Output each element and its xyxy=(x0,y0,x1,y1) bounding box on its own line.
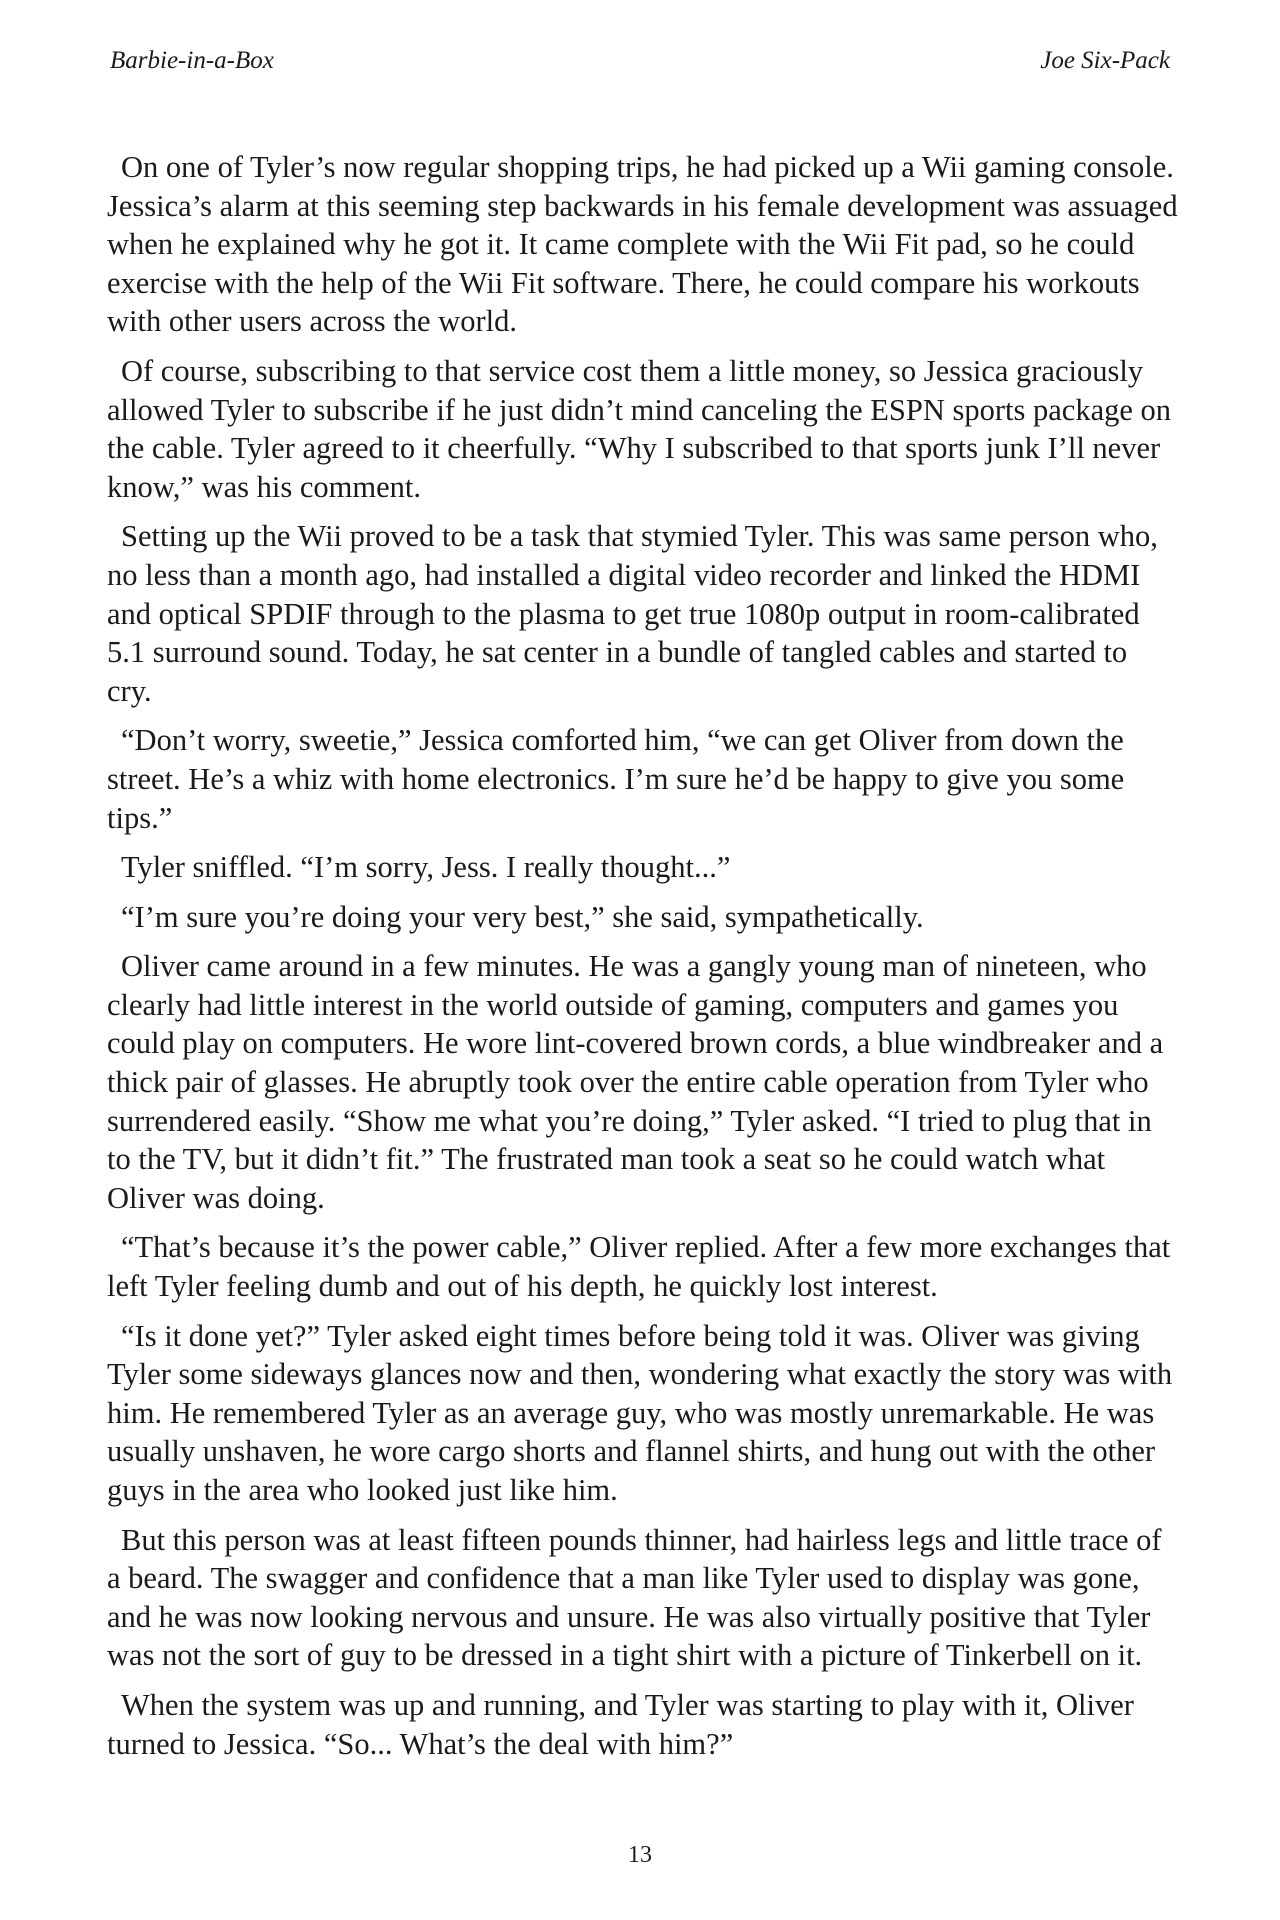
paragraph: When the system was up and running, and Tyler was starting to play with it, Oliver turned to Jessica. “So... What’s the deal with him?” xyxy=(107,1687,1134,1761)
page-number: 13 xyxy=(628,1842,652,1868)
paragraph: Tyler sniffled. “I’m sorry, Jess. I really thought...” xyxy=(121,850,731,885)
paragraph: Of course, subscribing to that service cost them a little money, so Jessica graciously allowed Tyler to subscribe if he just didn’t mind canceling the ESPN sports package on the cable. Tyler agreed to it cheerfully. “Why I subscribed to that sports junk I’ll never know,” was his comment. xyxy=(107,353,1172,504)
paragraph: “That’s because it’s the power cable,” Oliver replied. After a few more exchanges that left Tyler feeling dumb and out of his depth, he quickly lost interest. xyxy=(107,1230,1171,1304)
paragraph: On one of Tyler’s now regular shopping trips, he had picked up a Wii gaming console. Jessica’s alarm at this seeming step backwards in his female development was assuaged when he explained why he got it. It came complete with the Wii Fit pad, so he could exercise with the help of the Wii Fit software. There, he could compare his workouts with other users across the world. xyxy=(107,150,1178,339)
paragraph: “Is it done yet?” Tyler asked eight times before being told it was. Oliver was giving Tyler some sideways glances now and then, wondering what exactly the story was with him. He remembered Tyler as an average guy, who was mostly unremarkable. He was usually unshaven, he wore cargo shorts and flannel shirts, and hung out with the other guys in the area who looked just like him. xyxy=(107,1318,1173,1507)
paragraph: Oliver came around in a few minutes. He was a gangly young man of nineteen, who clearly had little interest in the world outside of gaming, computers and games you could play on computers. He wore lint-covered brown cords, a blue windbreaker and a thick pair of glasses. He abruptly took over the entire cable operation from Tyler who surrendered easily. “Show me what you’re doing,” Tyler asked. “I tried to plug that in to the TV, but it didn’t fit.” The frustrated man took a seat so he could watch what Oliver was doing. xyxy=(107,949,1164,1215)
paragraph: Setting up the Wii proved to be a task that stymied Tyler. This was same person who, no less than a month ago, had installed a digital video recorder and linked the HDMI and optical SPDIF through to the plasma to get true 1080p output in room-calibrated 5.1 surround sound. Today, he sat center in a bundle of tangled cables and started to cry. xyxy=(107,519,1158,708)
book-title: Barbie-in-a-Box xyxy=(110,47,274,74)
running-header xyxy=(110,46,1170,76)
paragraph: But this person was at least fifteen pounds thinner, had hairless legs and little trace of a beard. The swagger and confidence that a man like Tyler used to display was gone, and he was now looking nervous and unsure. He was also virtually positive that Tyler was not the sort of guy to be dressed in a tight shirt with a picture of Tinkerbell on it. xyxy=(107,1522,1162,1673)
paragraph: “Don’t worry, sweetie,” Jessica comforted him, “we can get Oliver from down the street. He’s a whiz with home electronics. I’m sure he’d be happy to give you some tips.” xyxy=(107,723,1125,835)
chapter-title: Joe Six-Pack xyxy=(1040,47,1170,74)
body-text xyxy=(107,148,1179,1774)
paragraph: “I’m sure you’re doing your very best,” she said, sympathetically. xyxy=(121,899,924,934)
